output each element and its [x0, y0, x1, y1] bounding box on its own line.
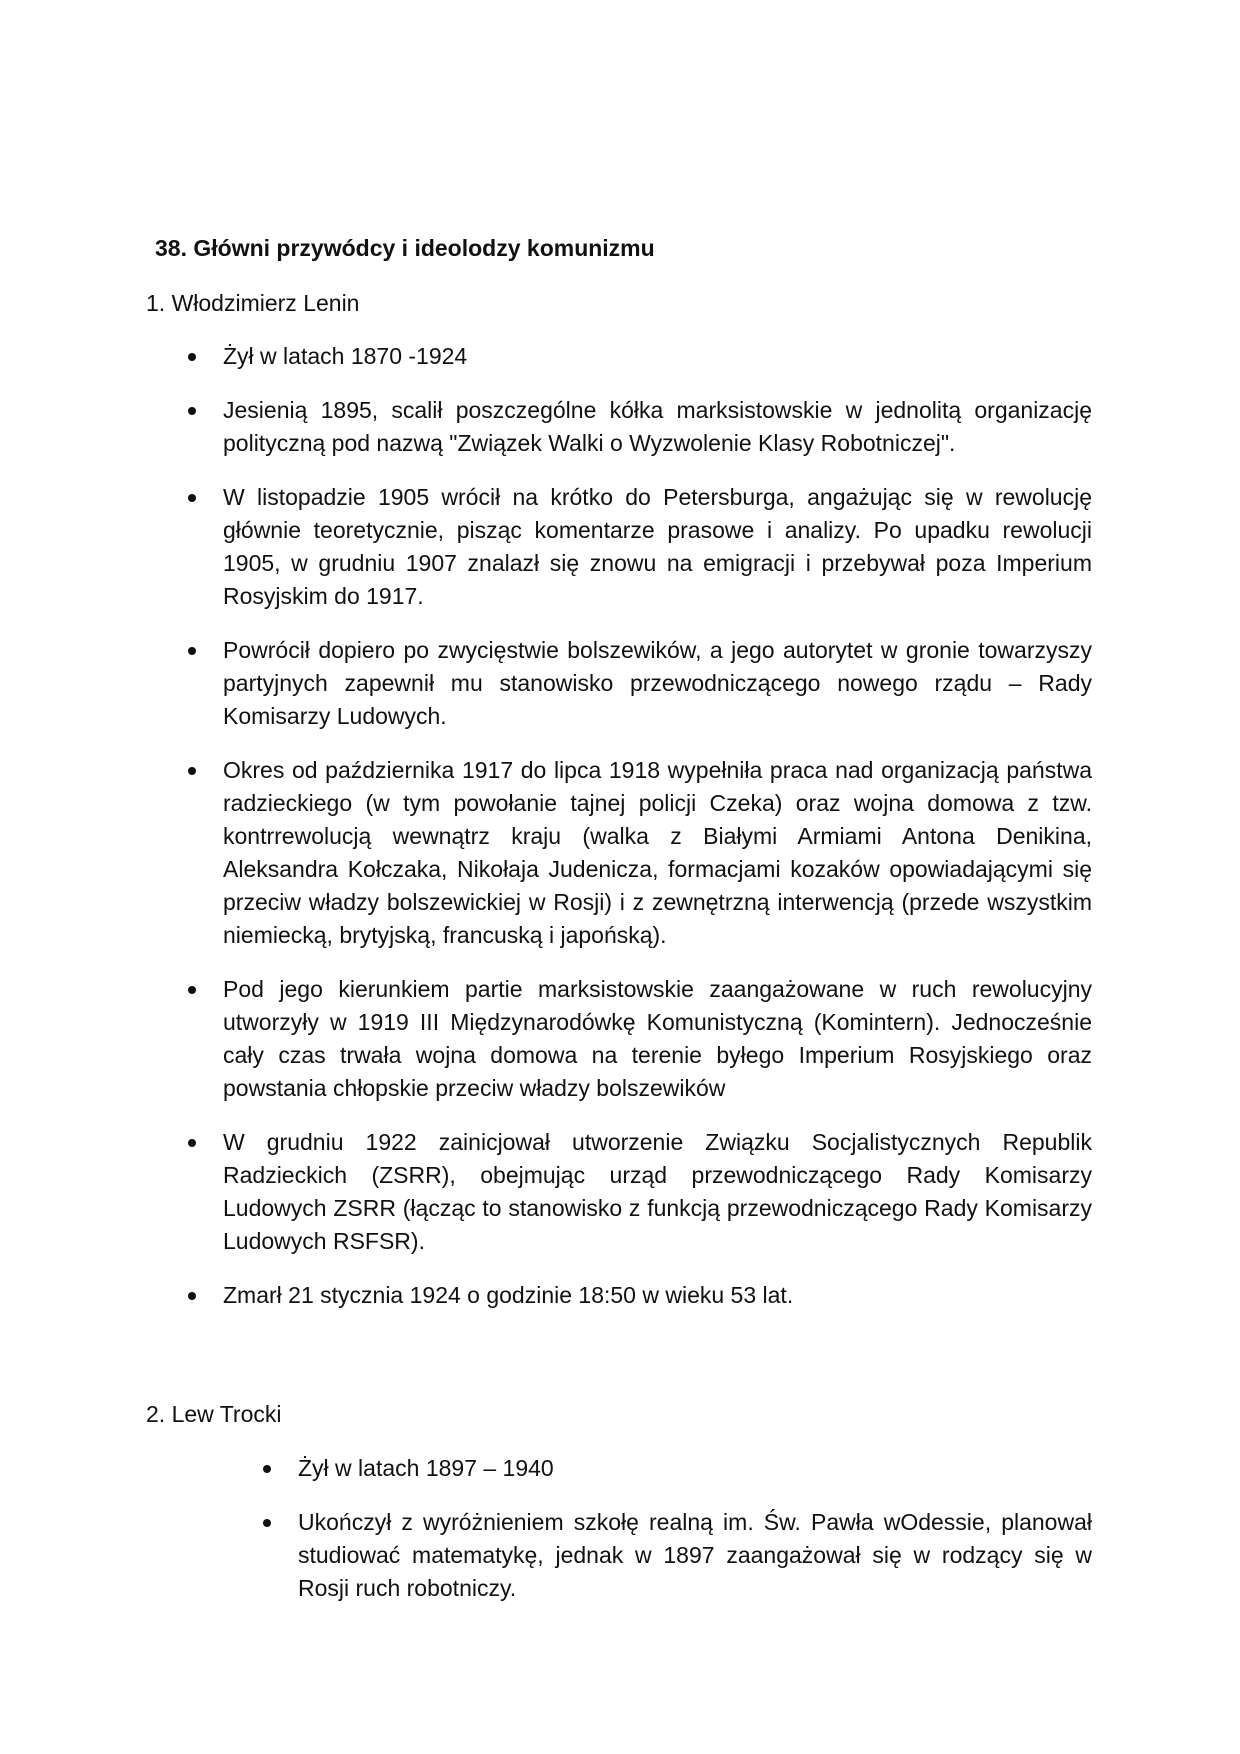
list-item-text: Jesienią 1895, scalił poszczególne kółka marksistowskie w jednolitą organizację polityczną pod nazwą "Związek Walki o Wyzwolenie Klasy Robotniczej".: [223, 397, 1092, 456]
list-item-text: W listopadzie 1905 wrócił na krótko do Petersburga, angażując się w rewolucję głównie teoretycznie, pisząc komentarze prasowe i analizy. Po upadku rewolucji 1905, w grudniu 1907 znalazł się znowu na emigracji i przebywał poza Imperium Rosyjskim do 1917.: [223, 484, 1092, 609]
list-item: [186, 973, 1092, 1105]
list-item-text: Żył w latach 1897 – 1940: [298, 1455, 554, 1481]
list-item-text: Żył w latach 1870 -1924: [223, 343, 468, 369]
list-item: [186, 394, 1092, 460]
list-item-text: Pod jego kierunkiem partie marksistowskie zaangażowane w ruch rewolucyjny utworzyły w 1919 III Międzynarodówkę Komunistyczną (Komintern). Jednocześnie cały czas trwała wojna domowa na terenie byłego Imperium Rosyjskiego oraz powstania chłopskie przeciw władzy bolszewików: [223, 976, 1092, 1101]
list-item-text: Powrócił dopiero po zwycięstwie bolszewików, a jego autorytet w gronie towarzyszy partyjnych zapewnił mu stanowisko przewodniczącego nowego rządu – Rady Komisarzy Ludowych.: [223, 637, 1092, 729]
bullet-icon: [188, 494, 196, 502]
list-item-text: Ukończył z wyróżnieniem szkołę realną im. Św. Pawła wOdessie, planował studiować matematykę, jednak w 1897 zaangażował się w rodzący się w Rosji ruch robotniczy.: [298, 1509, 1092, 1601]
bullet-icon: [188, 407, 196, 415]
list-item-text: Okres od października 1917 do lipca 1918 wypełniła praca nad organizacją państwa radzieckiego (w tym powołanie tajnej policji Czeka) oraz wojna domowa z tzw. kontrrewolucją wewnątrz kraju (walka z Białymi Armiami Antona Denikina, Aleksandra Kołczaka, Nikołaja Judenicza, formacjami kozaków opowiadającymi się przeciw władzy bolszewickiej w Rosji) i z zewnętrzną interwencją (przede wszystkim niemiecką, brytyjską, francuską i japońską).: [223, 757, 1092, 948]
bullet-icon: [188, 767, 196, 775]
bullet-icon: [188, 353, 196, 361]
section-heading-trocki: 2. Lew Trocki: [146, 1401, 282, 1427]
list-item: [261, 1452, 1092, 1485]
list-item-text: W grudniu 1922 zainicjował utworzenie Związku Socjalistycznych Republik Radzieckich (ZSRR), obejmując urząd przewodniczącego Rady Komisarzy Ludowych ZSRR (łącząc to stanowisko z funkcją przewodniczącego Rady Komisarzy Ludowych RSFSR).: [223, 1129, 1092, 1254]
list-item: [186, 340, 1092, 373]
bullet-icon: [263, 1519, 271, 1527]
list-item-text: Zmarł 21 stycznia 1924 o godzinie 18:50 w wieku 53 lat.: [223, 1282, 794, 1308]
bullet-icon: [188, 1292, 196, 1300]
list-item: [261, 1506, 1092, 1605]
list-item: [186, 634, 1092, 733]
bullet-list-trocki: [261, 1452, 1092, 1626]
bullet-icon: [188, 1139, 196, 1147]
list-item: [186, 1126, 1092, 1258]
list-item: [186, 754, 1092, 952]
list-item: [186, 1279, 1092, 1312]
bullet-list-lenin: [186, 340, 1092, 1333]
list-item: [186, 481, 1092, 613]
section-heading-lenin: 1. Włodzimierz Lenin: [146, 290, 360, 316]
document-title: 38. Główni przywódcy i ideolodzy komunizmu: [155, 235, 655, 261]
bullet-icon: [263, 1465, 271, 1473]
bullet-icon: [188, 647, 196, 655]
bullet-icon: [188, 986, 196, 994]
